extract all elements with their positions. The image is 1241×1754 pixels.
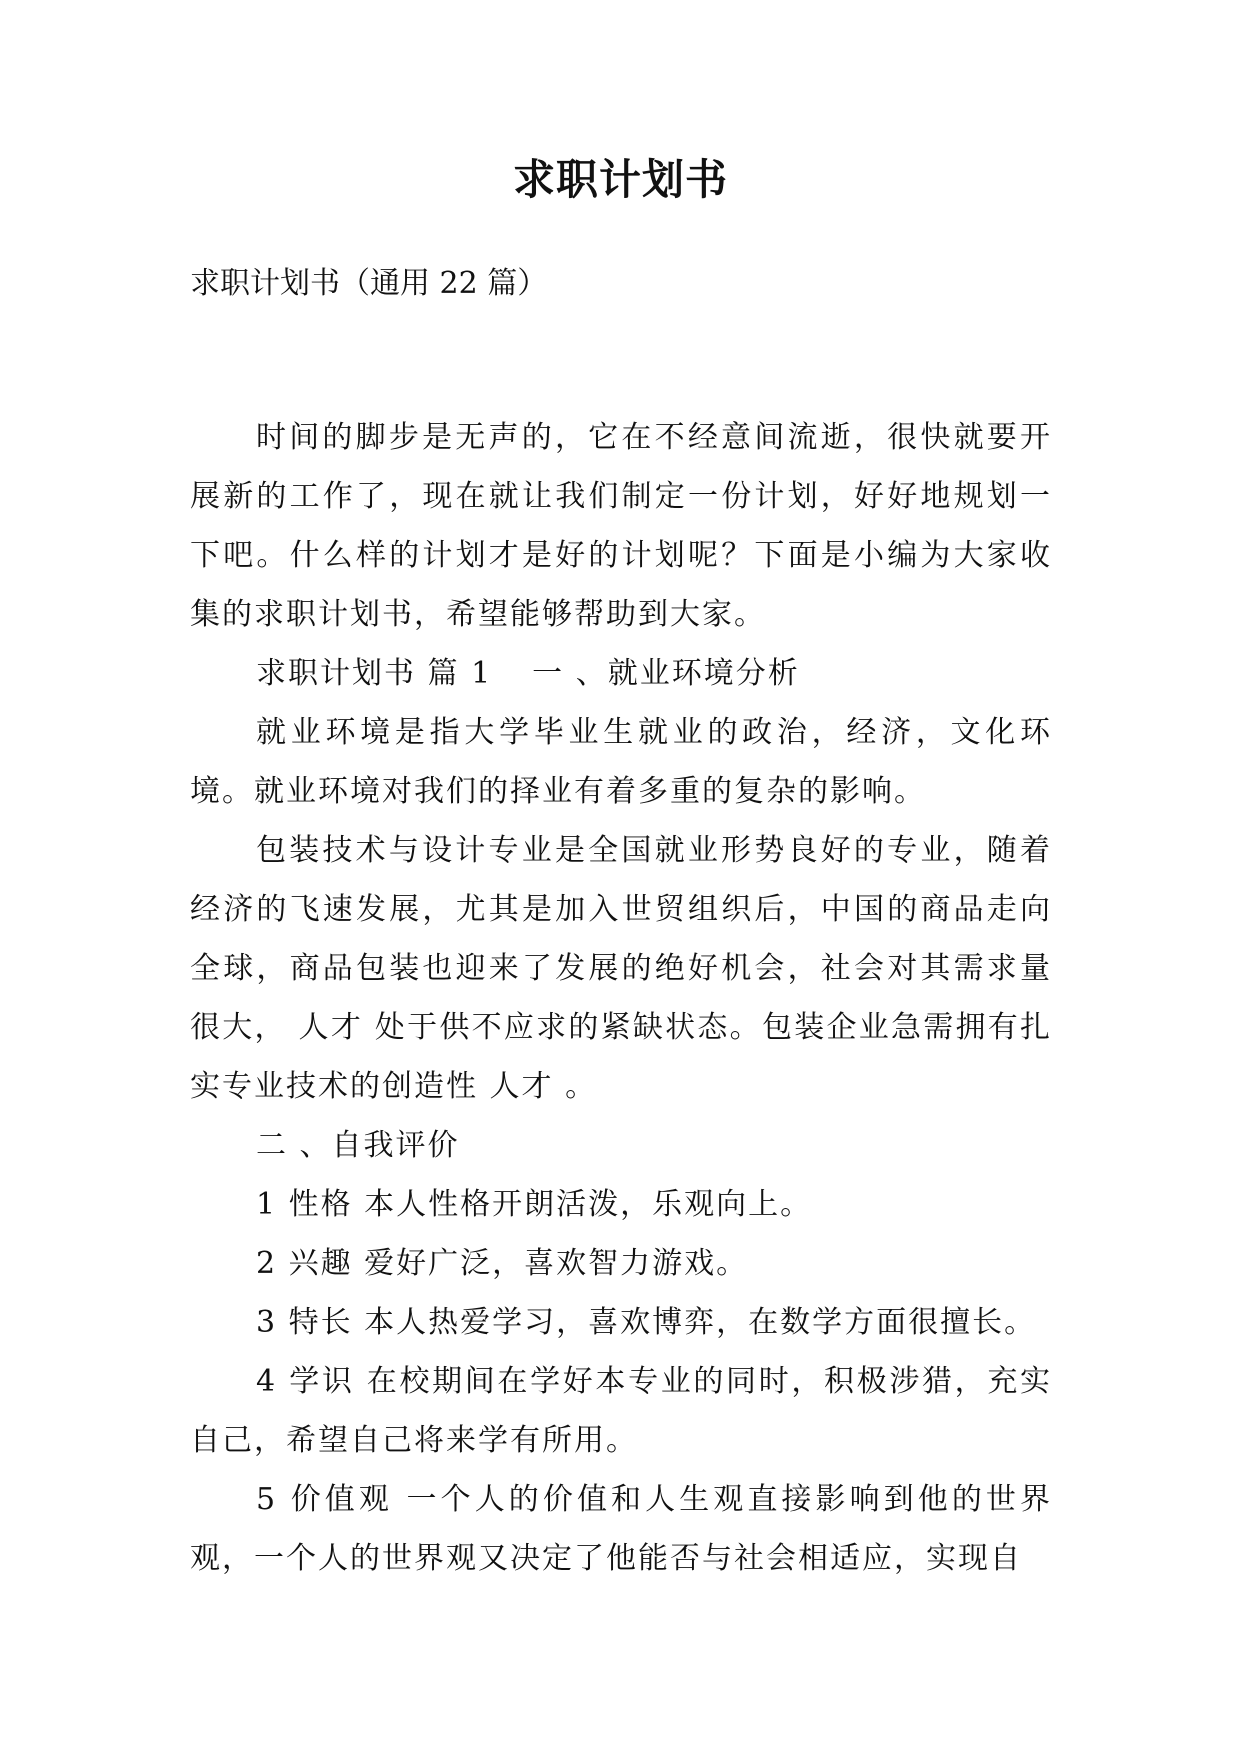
section-line [190,644,1052,703]
self-eval-personality: 1 性格 本人性格开朗活泼，乐观向上。 [256,1187,813,1222]
self-eval-values: 5 价值观 一个人的价值和人生观直接影响到他的世界观，一个人的世界观又决定了他能否与社会相适应，实现自 [190,1482,1052,1576]
document-subtitle: 求职计划书（通用 22 篇） [190,266,548,301]
employment-environment-paragraph: 就业环境是指大学毕业生就业的政治，经济，文化环境。就业环境对我们的择业有着多重的复杂的影响。 [190,715,1052,809]
self-eval-strengths: 3 特长 本人热爱学习，喜欢博弈，在数学方面很擅长。 [256,1305,1037,1340]
intro-paragraph: 时间的脚步是无声的，它在不经意间流逝，很快就要开展新的工作了，现在就让我们制定一份计划，好好地规划一下吧。什么样的计划才是好的计划呢？下面是小编为大家收集的求职计划书，希望能够帮助到大家。 [190,420,1052,632]
section-heading-self-evaluation: 二 、自我评价 [256,1128,460,1163]
document-body [190,408,1052,1588]
self-eval-interests: 2 兴趣 爱好广泛，喜欢智力游戏。 [256,1246,749,1281]
packaging-paragraph: 包装技术与设计专业是全国就业形势良好的专业，随着经济的飞速发展，尤其是加入世贸组织后，中国的商品走向全球，商品包装也迎来了发展的绝好机会，社会对其需求量很大， 人才 处于供不应求的紧缺状态。包装企业急需拥有扎实专业技术的创造性 人才 。 [190,833,1052,1104]
section-part-label: 求职计划书 篇 1 [256,656,493,691]
self-eval-knowledge: 4 学识 在校期间在学好本专业的同时，积极涉猎，充实自己，希望自己将来学有所用。 [190,1364,1052,1458]
section-heading-employment: 一 、就业环境分析 [532,656,800,691]
document-title: 求职计划书 [512,155,728,204]
